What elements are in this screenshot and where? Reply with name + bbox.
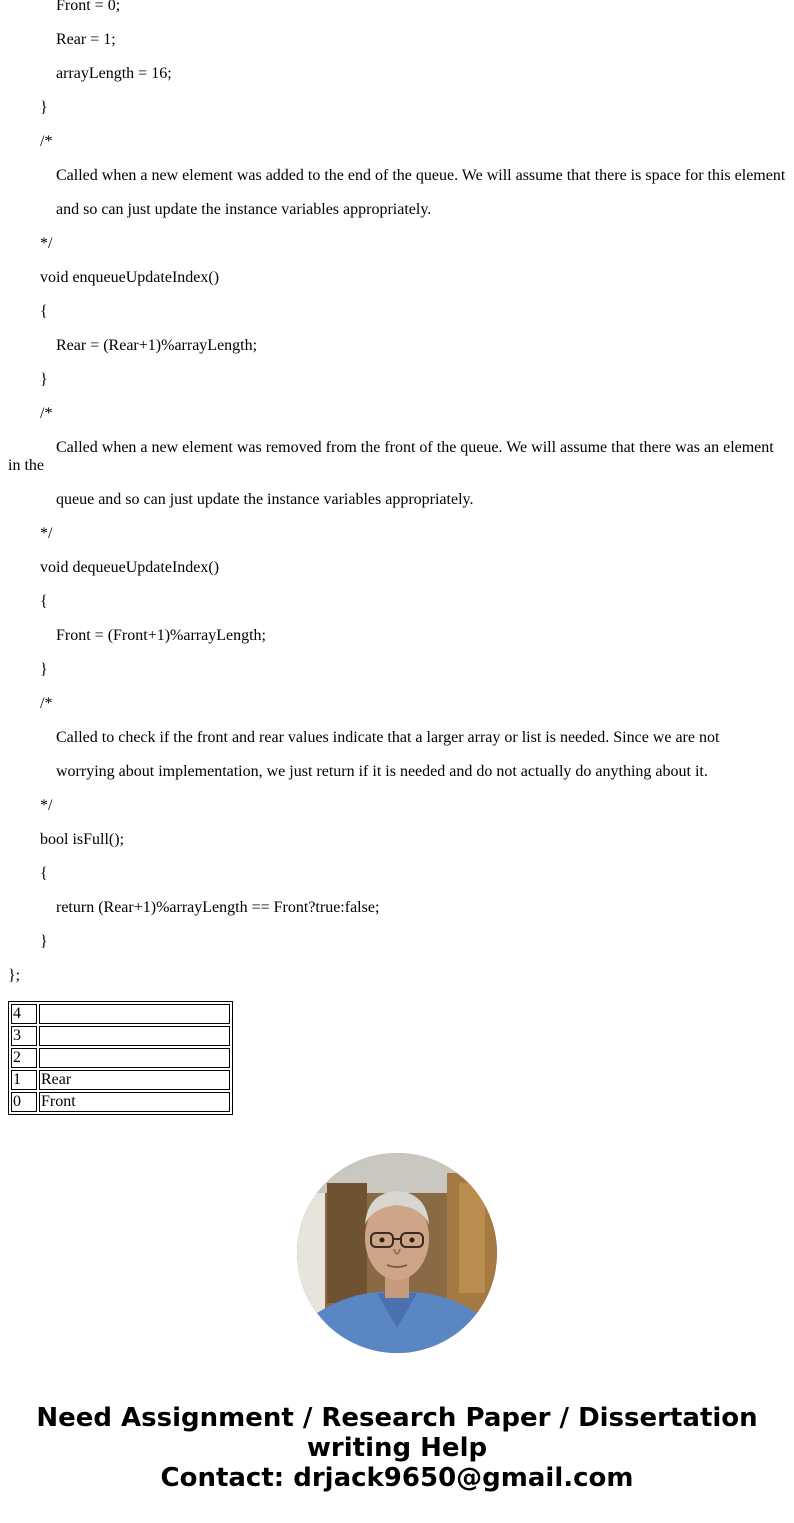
array-value-cell <box>39 1004 230 1024</box>
code-comment-close: */ <box>40 797 53 814</box>
code-comment-close: */ <box>40 235 53 252</box>
code-function-signature: void dequeueUpdateIndex() <box>40 559 220 576</box>
author-avatar <box>297 1153 497 1353</box>
code-comment-open: /* <box>40 695 53 712</box>
code-line: { <box>40 865 48 882</box>
table-row <box>11 1092 230 1112</box>
code-line: Rear = (Rear+1)%arrayLength; <box>56 337 258 354</box>
person-portrait-icon <box>297 1153 497 1353</box>
code-line: Rear = 1; <box>56 31 116 48</box>
code-line: } <box>40 661 48 678</box>
code-line: arrayLength = 16; <box>56 65 172 82</box>
array-value-cell <box>39 1026 230 1046</box>
table-row <box>11 1070 230 1090</box>
code-comment-text: Called to check if the front and rear values indicate that a larger array or list is needed. Since we are not <box>56 729 720 746</box>
queue-array-table <box>8 1001 233 1115</box>
table-row <box>11 1026 230 1046</box>
code-comment-text: queue and so can just update the instance variables appropriately. <box>56 491 474 508</box>
code-function-signature: bool isFull(); <box>40 831 125 848</box>
code-class-end: }; <box>8 967 21 984</box>
promo-line: Need Assignment / Research Paper / Dissertation <box>36 1403 758 1433</box>
code-comment-close: */ <box>40 525 53 542</box>
code-line: { <box>40 593 48 610</box>
array-index-cell: 4 <box>11 1004 37 1024</box>
promo-line: writing Help <box>306 1433 488 1463</box>
array-value-cell: Rear <box>39 1070 230 1090</box>
code-comment-open: /* <box>40 133 53 150</box>
array-value-cell: Front <box>39 1092 230 1112</box>
code-line: Front = 0; <box>56 0 121 14</box>
array-value-cell <box>39 1048 230 1068</box>
code-line: } <box>40 933 48 950</box>
code-comment-open: /* <box>40 405 53 422</box>
code-comment-text: Called when a new element was removed from the front of the queue. We will assume that there was an element in the <box>8 439 774 474</box>
code-comment-text: and so can just update the instance variables appropriately. <box>56 201 432 218</box>
code-function-signature: void enqueueUpdateIndex() <box>40 269 220 286</box>
array-index-cell: 0 <box>11 1092 37 1112</box>
code-line: { <box>40 303 48 320</box>
code-line: Front = (Front+1)%arrayLength; <box>56 627 266 644</box>
code-line: } <box>40 99 48 116</box>
promo-banner <box>0 1403 794 1493</box>
array-index-cell: 1 <box>11 1070 37 1090</box>
array-index-cell: 3 <box>11 1026 37 1046</box>
table-row <box>11 1048 230 1068</box>
table-row <box>11 1004 230 1024</box>
code-comment-text: Called when a new element was added to the end of the queue. We will assume that there is space for this element <box>56 167 786 184</box>
code-line: } <box>40 371 48 388</box>
array-index-cell: 2 <box>11 1048 37 1068</box>
code-comment-text: worrying about implementation, we just return if it is needed and do not actually do anything about it. <box>56 763 708 780</box>
promo-contact: Contact: drjack9650@gmail.com <box>160 1463 634 1493</box>
code-line: return (Rear+1)%arrayLength == Front?true:false; <box>56 899 380 916</box>
